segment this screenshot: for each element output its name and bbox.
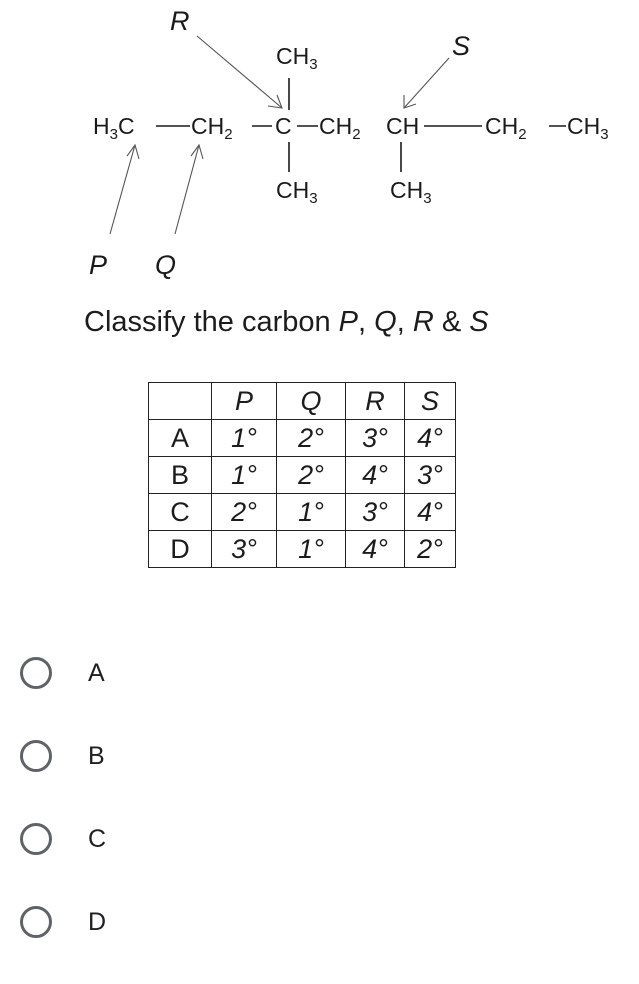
chain-ch2-2: $CH_2$ (319, 113, 361, 143)
label-p: P (89, 250, 108, 280)
answer-table (148, 382, 456, 568)
radio-button-icon[interactable] (20, 740, 52, 772)
chain-ch: CH (386, 113, 420, 139)
table-cell: 2° (277, 457, 346, 494)
question-sep2: , (396, 306, 413, 338)
table-cell: 3° (346, 494, 405, 531)
table-cell: 2° (277, 420, 346, 457)
question-prefix: Classify the carbon (84, 306, 339, 338)
arrow-q (175, 145, 199, 234)
branch-c-top: $CH_3$ (276, 43, 318, 73)
question-text (84, 306, 489, 339)
question-r: R (412, 306, 434, 338)
arrow-r (197, 36, 282, 108)
table-cell: 2° (405, 531, 456, 568)
option-b[interactable] (20, 735, 106, 777)
table-header-row (149, 383, 456, 420)
chain-ch3-end: $CH_3$ (567, 113, 609, 143)
table-header-cell: R (346, 383, 405, 420)
chain-c-quaternary: C (275, 113, 292, 139)
question-sep1: , (358, 306, 375, 338)
table-cell: 3° (405, 457, 456, 494)
option-c[interactable] (20, 818, 106, 860)
table-row-label: B (149, 457, 212, 494)
table-cell: 1° (212, 457, 277, 494)
table-row (149, 457, 456, 494)
option-d[interactable] (20, 901, 106, 943)
chain-ch2-3: $CH_2$ (485, 113, 527, 143)
arrow-p (110, 145, 135, 234)
classification-table (148, 382, 456, 568)
radio-button-icon[interactable] (20, 657, 52, 689)
option-label: C (88, 824, 107, 853)
radio-button-icon[interactable] (20, 906, 52, 938)
structure-diagram (0, 0, 639, 300)
table-cell: 3° (212, 531, 277, 568)
table-row-label: C (149, 494, 212, 531)
table-row (149, 420, 456, 457)
table-cell: 4° (346, 457, 405, 494)
table-corner (149, 383, 212, 420)
table-cell: 1° (212, 420, 277, 457)
option-a[interactable] (20, 652, 106, 694)
table-header-cell: Q (277, 383, 346, 420)
option-label: B (88, 741, 105, 770)
question-s: S (469, 306, 489, 338)
table-cell: 4° (346, 531, 405, 568)
table-cell: 4° (405, 420, 456, 457)
table-header-cell: P (212, 383, 277, 420)
branch-ch-bottom: $CH_3$ (390, 177, 432, 207)
radio-button-icon[interactable] (20, 823, 52, 855)
table-row (149, 531, 456, 568)
question-p: P (338, 306, 359, 338)
table-cell: 2° (212, 494, 277, 531)
question-q: Q (374, 306, 397, 338)
table-row (149, 494, 456, 531)
chain-ch2-1: $CH_2$ (191, 113, 233, 143)
table-cell: 1° (277, 494, 346, 531)
question-amp: & (433, 306, 470, 338)
option-label: D (88, 907, 107, 936)
table-row-label: A (149, 420, 212, 457)
table-cell: 1° (277, 531, 346, 568)
label-q: Q (155, 250, 177, 280)
table-row-label: D (149, 531, 212, 568)
main-chain: $H_3C$ (93, 113, 135, 143)
option-label: A (88, 658, 105, 687)
table-header-cell: S (405, 383, 456, 420)
label-r: R (170, 6, 190, 36)
arrow-s (404, 58, 449, 108)
answer-options (20, 652, 106, 984)
structure-svg (0, 0, 639, 300)
branch-c-bottom: $CH_3$ (276, 177, 318, 207)
table-cell: 3° (346, 420, 405, 457)
table-cell: 4° (405, 494, 456, 531)
label-s: S (452, 31, 471, 61)
